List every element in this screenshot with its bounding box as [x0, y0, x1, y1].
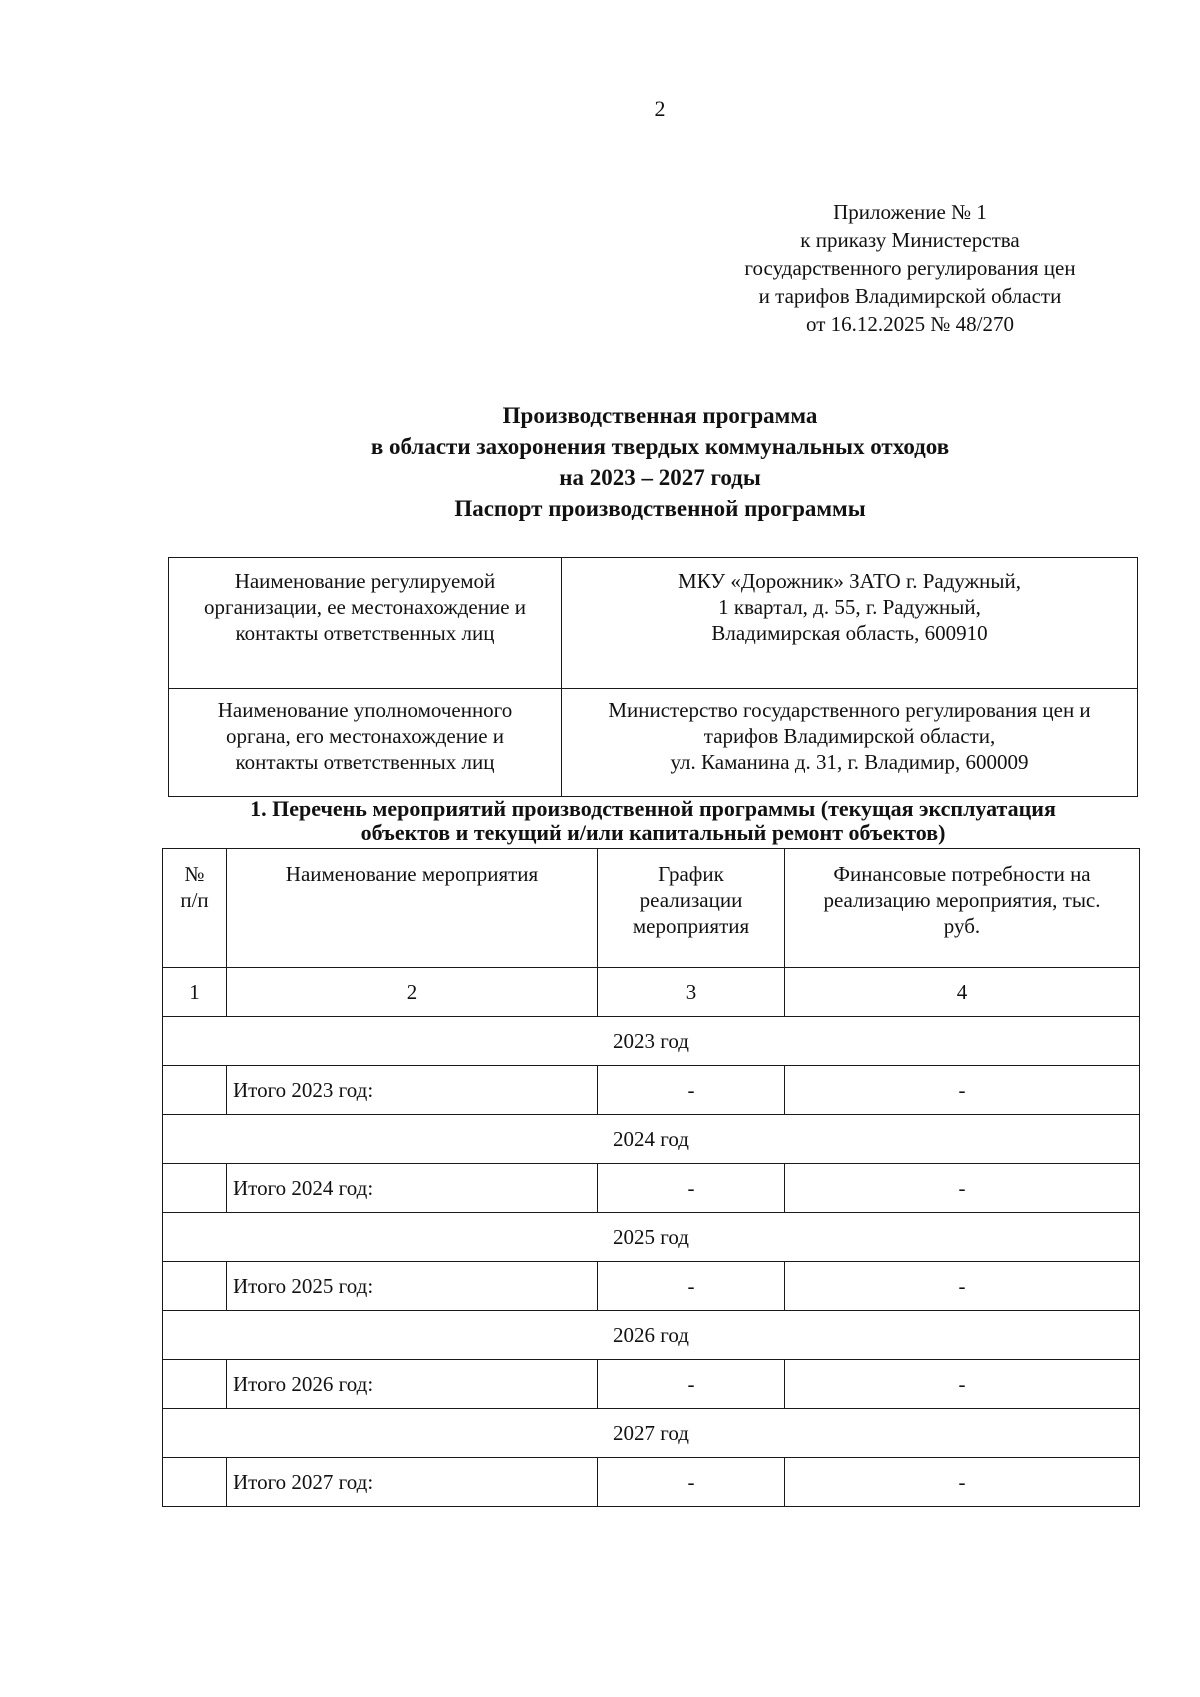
header-line: Финансовые потребности на	[833, 862, 1091, 886]
passport-value-line: тарифов Владимирской области,	[703, 724, 996, 748]
total-label: Итого 2023 год:	[227, 1066, 598, 1115]
year-label: 2025 год	[163, 1213, 1140, 1262]
title-line: в области захоронения твердых коммунальных отходов	[370, 434, 950, 459]
column-number: 3	[598, 968, 785, 1017]
column-header-finance	[785, 849, 1140, 968]
header-line: реализацию мероприятия, тыс.	[823, 888, 1101, 912]
section-heading	[168, 797, 1138, 845]
finance-value: -	[785, 1066, 1140, 1115]
column-header-number	[163, 849, 227, 968]
appendix-line: к приказу Министерства	[800, 228, 1020, 252]
total-label: Итого 2027 год:	[227, 1458, 598, 1507]
appendix-line: государственного регулирования цен	[744, 256, 1076, 280]
year-label: 2026 год	[163, 1311, 1140, 1360]
passport-value-line: Министерство государственного регулирования цен и	[608, 698, 1091, 722]
appendix-line: и тарифов Владимирской области	[758, 284, 1062, 308]
header-line: График	[658, 862, 724, 886]
header-line: Наименование мероприятия	[285, 862, 539, 886]
header-line: мероприятия	[632, 914, 750, 938]
passport-value	[562, 558, 1138, 689]
table-row	[163, 1262, 1140, 1311]
schedule-value: -	[598, 1066, 785, 1115]
column-number: 4	[785, 968, 1140, 1017]
passport-label	[169, 689, 562, 797]
row-number	[163, 1164, 227, 1213]
finance-value: -	[785, 1164, 1140, 1213]
year-row	[163, 1017, 1140, 1066]
finance-value: -	[785, 1262, 1140, 1311]
header-line: п/п	[180, 888, 209, 912]
schedule-value: -	[598, 1458, 785, 1507]
year-row	[163, 1409, 1140, 1458]
passport-row-authority	[169, 689, 1138, 797]
table-row	[163, 1066, 1140, 1115]
header-line: руб.	[943, 914, 981, 938]
schedule-value: -	[598, 1262, 785, 1311]
appendix-line: от 16.12.2025 № 48/270	[805, 312, 1015, 336]
passport-value-line: МКУ «Дорожник» ЗАТО г. Радужный,	[678, 569, 1021, 593]
column-header-schedule	[598, 849, 785, 968]
total-label: Итого 2025 год:	[227, 1262, 598, 1311]
header-line: реализации	[639, 888, 743, 912]
title-line: Паспорт производственной программы	[454, 496, 866, 521]
passport-label	[169, 558, 562, 689]
passport-label-line: Наименование регулируемой	[234, 569, 496, 593]
column-number: 1	[163, 968, 227, 1017]
section-heading-line: 1. Перечень мероприятий производственной программы (текущая эксплуатация	[250, 796, 1056, 821]
year-label: 2027 год	[163, 1409, 1140, 1458]
appendix-line: Приложение № 1	[833, 200, 987, 224]
section-heading-line: объектов и текущий и/или капитальный ремонт объектов)	[360, 820, 946, 845]
year-label: 2023 год	[163, 1017, 1140, 1066]
column-numbers-row	[163, 968, 1140, 1017]
row-number	[163, 1360, 227, 1409]
year-row	[163, 1311, 1140, 1360]
column-number: 2	[227, 968, 598, 1017]
events-table	[162, 848, 1140, 1507]
passport-value-line: ул. Каманина д. 31, г. Владимир, 600009	[670, 750, 1029, 774]
table-row	[163, 1360, 1140, 1409]
passport-value-line: 1 квартал, д. 55, г. Радужный,	[718, 595, 981, 619]
title-line: Производственная программа	[502, 403, 818, 428]
passport-table	[168, 557, 1138, 797]
total-label: Итого 2026 год:	[227, 1360, 598, 1409]
page-number: 2	[654, 96, 666, 121]
header-line: №	[184, 862, 205, 886]
passport-label-line: Наименование уполномоченного	[217, 698, 513, 722]
passport-label-line: контакты ответственных лиц	[235, 621, 495, 645]
total-label: Итого 2024 год:	[227, 1164, 598, 1213]
table-row	[163, 1458, 1140, 1507]
passport-label-line: органа, его местонахождение и	[225, 724, 505, 748]
title-line: на 2023 – 2027 годы	[559, 465, 761, 490]
document-title	[0, 400, 1200, 524]
passport-label-line: организации, ее местонахождение и	[203, 595, 527, 619]
table-row	[163, 1164, 1140, 1213]
appendix-block	[700, 198, 1120, 338]
passport-row-organization	[169, 558, 1138, 689]
year-row	[163, 1115, 1140, 1164]
finance-value: -	[785, 1458, 1140, 1507]
passport-value	[562, 689, 1138, 797]
schedule-value: -	[598, 1360, 785, 1409]
year-row	[163, 1213, 1140, 1262]
row-number	[163, 1262, 227, 1311]
row-number	[163, 1458, 227, 1507]
table-header-row	[163, 849, 1140, 968]
row-number	[163, 1066, 227, 1115]
passport-value-line: Владимирская область, 600910	[711, 621, 988, 645]
passport-label-line: контакты ответственных лиц	[235, 750, 495, 774]
finance-value: -	[785, 1360, 1140, 1409]
schedule-value: -	[598, 1164, 785, 1213]
year-label: 2024 год	[163, 1115, 1140, 1164]
column-header-name	[227, 849, 598, 968]
